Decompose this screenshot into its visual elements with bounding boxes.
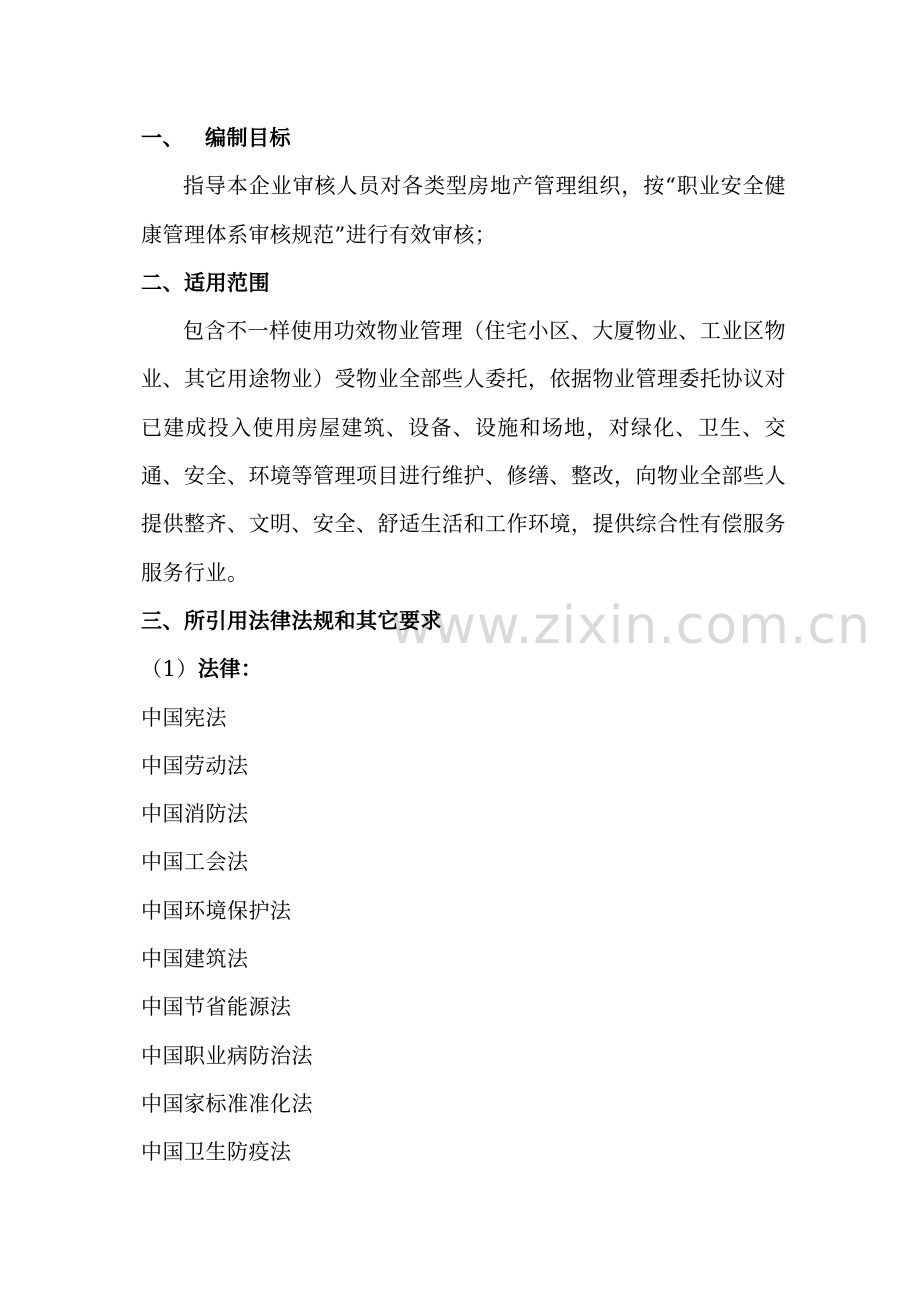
section-body-1: 指导本企业审核人员对各类型房地产管理组织，按“职业安全健康管理体系审核规范”进行有效审核； [141, 174, 786, 247]
list-item: 中国卫生防疫法 [141, 1140, 292, 1165]
list-item: 中国宪法 [141, 705, 227, 730]
list-item: 中国环境保护法 [141, 898, 292, 923]
sub-heading-title: 法律： [197, 657, 263, 682]
section-heading-2: 二、适用范围 [141, 270, 270, 295]
sub-heading-prefix: （1） [141, 657, 198, 682]
section-heading-3: 三、所引用法律法规和其它要求 [141, 608, 442, 633]
law-list [141, 694, 786, 1177]
section-heading-1 [141, 114, 786, 162]
section-title-1: 编制目标 [205, 126, 291, 150]
list-item: 中国家标准准化法 [141, 1091, 313, 1116]
list-item: 中国劳动法 [141, 753, 249, 778]
document-body [141, 114, 786, 1177]
section-number-1: 一、 [141, 126, 184, 150]
list-item: 中国节省能源法 [141, 995, 292, 1020]
list-item: 中国消防法 [141, 802, 249, 827]
list-item: 中国工会法 [141, 850, 249, 875]
list-item: 中国职业病防治法 [141, 1043, 313, 1068]
watermark-text: www.zixin.com.cn [390, 596, 871, 656]
section-body-2: 包含不一样使用功效物业管理（住宅小区、大厦物业、工业区物业、其它用途物业）受物业全部些人委托，依据物业管理委托协议对已建成投入使用房屋建筑、设备、设施和场地，对绿化、卫生、交通、安全、环境等管理项目进行维护、修缮、整改，向物业全部些人提供整齐、文明、安全、舒适生活和工作环境，提供综合性有偿服务服务行业。 [141, 319, 786, 585]
sub-heading-laws [141, 645, 786, 693]
list-item: 中国建筑法 [141, 947, 249, 972]
